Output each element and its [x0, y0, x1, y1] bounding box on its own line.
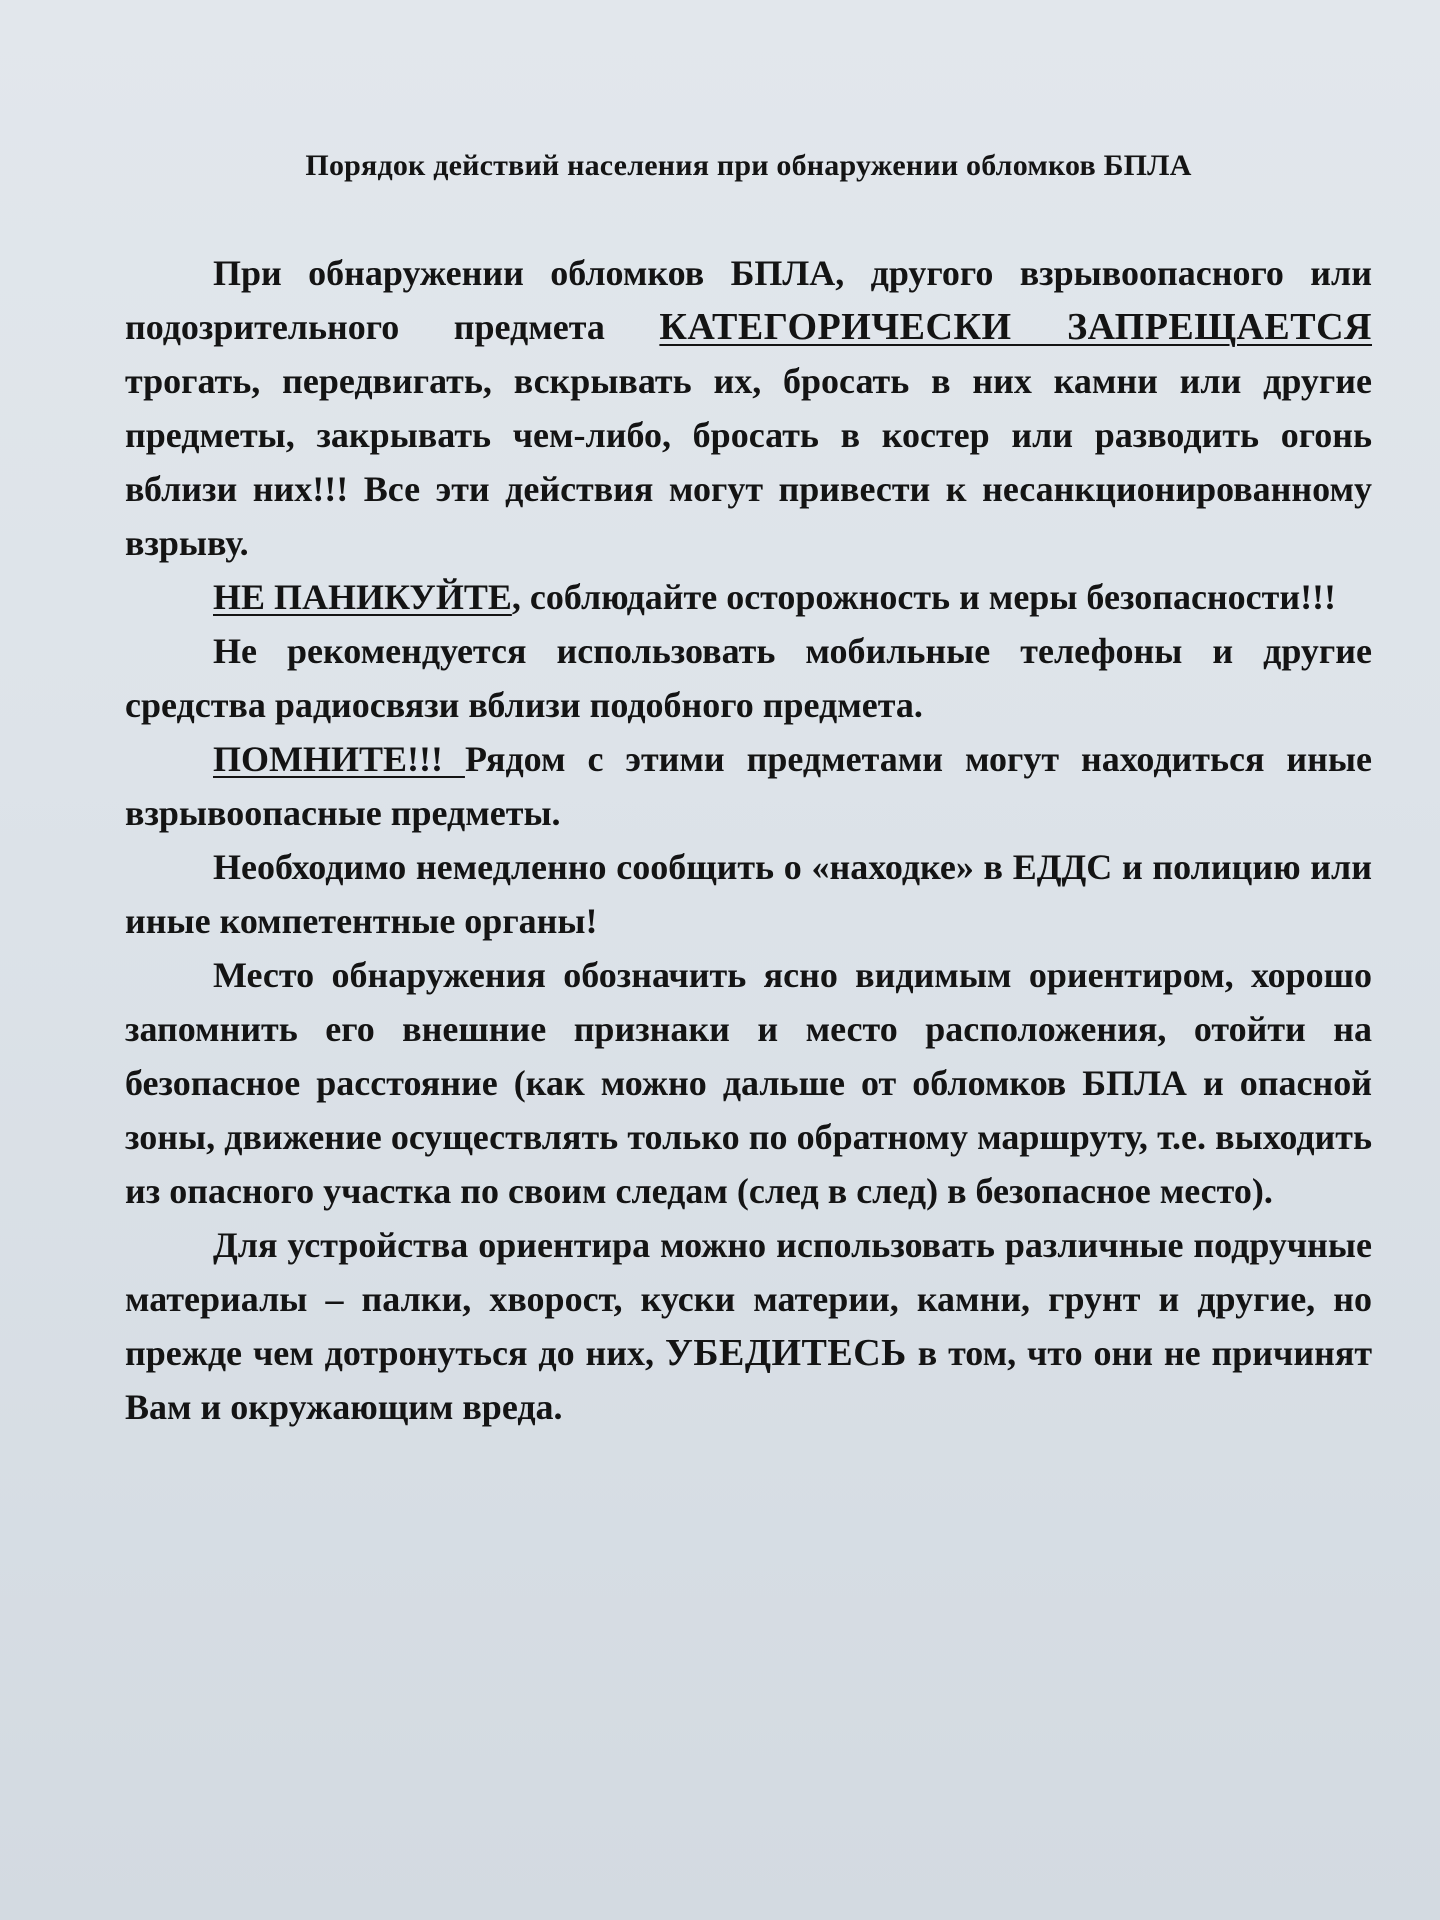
paragraph-remember-text: Рядом с этими предметами могут находиться иные взрывоопасные предметы. — [125, 739, 1372, 833]
emphasis-do-not-panic: НЕ ПАНИКУЙТЕ — [213, 577, 512, 617]
emphasis-strictly-prohibited: КАТЕГОРИЧЕСКИ ЗАПРЕЩАЕТСЯ — [659, 306, 1372, 348]
document-title: Порядок действий населения при обнаружении обломков БПЛА — [305, 149, 1192, 182]
emphasis-remember: ПОМНИТЕ!!! — [213, 739, 465, 779]
paragraph-prohibition-text-rest: трогать, передвигать, вскрывать их, бросать в них камни или другие предметы, закрывать чем-либо, бросать в костер или разводить огонь вблизи них!!! Все эти действия могут привести к несанкционированному взрыву. — [125, 361, 1372, 563]
emphasis-make-sure: УБЕДИТЕСЬ — [664, 1332, 907, 1374]
paragraph-prohibition — [125, 246, 1372, 570]
paragraph-no-panic-text: , соблюдайте осторожность и меры безопасности!!! — [511, 577, 1337, 617]
paragraph-landmark-text-rest: в том, что они не причинят Вам и окружающим вреда. — [125, 1333, 1373, 1427]
paragraph-prohibition-text: При обнаружении обломков БПЛА, другого взрывоопасного или подозрительного предмета — [125, 253, 1372, 347]
paragraph-mark-location: Место обнаружения обозначить ясно видимым ориентиром, хорошо запомнить его внешние признаки и место расположения, отойти на безопасное расстояние (как можно дальше от обломков БПЛА и опасной зоны, движение осуществлять только по обратному маршруту, т.е. выходить из опасного участка по своим следам (след в след) в безопасное место). — [125, 955, 1372, 1211]
paragraph-phones: Не рекомендуется использовать мобильные телефоны и другие средства радиосвязи вблизи подобного предмета. — [125, 631, 1372, 725]
paragraph-landmark-text: Для устройства ориентира можно использовать различные подручные материалы – палки, хворост, куски материи, камни, грунт и другие, но прежде чем дотронуться до них, — [125, 1225, 1372, 1373]
paragraph-remember — [125, 732, 1372, 840]
paragraph-no-panic — [125, 570, 1372, 624]
paragraph-landmark-materials — [125, 1218, 1372, 1434]
paragraph-report: Необходимо немедленно сообщить о «находке» в ЕДДС и полицию или иные компетентные органы! — [125, 847, 1372, 941]
